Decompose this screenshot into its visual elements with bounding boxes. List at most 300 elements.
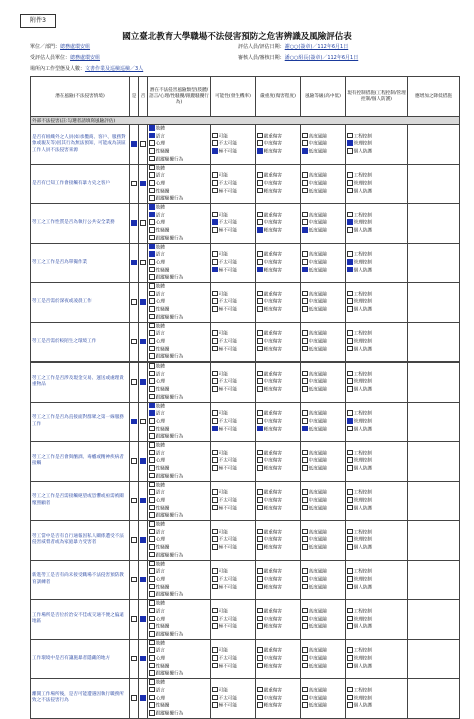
controls-checkbox[interactable] [347, 695, 353, 701]
risk-checkbox[interactable] [302, 529, 308, 535]
controls-checkbox[interactable] [347, 306, 353, 312]
type-checkbox[interactable] [149, 172, 155, 178]
likelihood-checkbox[interactable] [212, 608, 218, 614]
controls-checkbox[interactable] [347, 497, 353, 503]
type-checkbox[interactable] [149, 616, 155, 622]
no-checkbox[interactable] [140, 458, 146, 464]
severity-checkbox[interactable] [257, 172, 263, 178]
type-checkbox[interactable] [149, 457, 155, 463]
no-checkbox[interactable] [140, 339, 146, 345]
risk-checkbox[interactable] [302, 227, 308, 233]
risk-checkbox[interactable] [302, 180, 308, 186]
type-checkbox[interactable] [149, 378, 155, 384]
controls-checkbox[interactable] [347, 418, 353, 424]
type-checkbox[interactable] [149, 561, 155, 567]
type-checkbox[interactable] [149, 576, 155, 582]
yes-checkbox[interactable] [131, 537, 137, 543]
followup-cell[interactable] [408, 442, 460, 482]
type-checkbox[interactable] [149, 473, 155, 479]
controls-checkbox[interactable] [347, 180, 353, 186]
yes-checkbox[interactable] [131, 141, 137, 147]
type-checkbox[interactable] [149, 679, 155, 685]
severity-checkbox[interactable] [257, 497, 263, 503]
controls-checkbox[interactable] [347, 608, 353, 614]
severity-checkbox[interactable] [257, 576, 263, 582]
severity-checkbox[interactable] [257, 568, 263, 574]
controls-checkbox[interactable] [347, 647, 353, 653]
type-checkbox[interactable] [149, 235, 155, 241]
severity-checkbox[interactable] [257, 623, 263, 629]
followup-cell[interactable] [408, 283, 460, 323]
risk-checkbox[interactable] [302, 584, 308, 590]
controls-checkbox[interactable] [347, 267, 353, 273]
type-checkbox[interactable] [149, 219, 155, 225]
risk-checkbox[interactable] [302, 608, 308, 614]
controls-checkbox[interactable] [347, 702, 353, 708]
type-checkbox[interactable] [149, 338, 155, 344]
yes-checkbox[interactable] [131, 616, 137, 622]
risk-checkbox[interactable] [302, 330, 308, 336]
severity-checkbox[interactable] [257, 647, 263, 653]
severity-checkbox[interactable] [257, 529, 263, 535]
severity-checkbox[interactable] [257, 371, 263, 377]
risk-checkbox[interactable] [302, 133, 308, 139]
risk-checkbox[interactable] [302, 267, 308, 273]
severity-checkbox[interactable] [257, 584, 263, 590]
type-checkbox[interactable] [149, 418, 155, 424]
followup-cell[interactable] [408, 204, 460, 244]
severity-checkbox[interactable] [257, 251, 263, 257]
followup-cell[interactable] [408, 402, 460, 442]
severity-checkbox[interactable] [257, 655, 263, 661]
likelihood-checkbox[interactable] [212, 687, 218, 693]
type-checkbox[interactable] [149, 274, 155, 280]
risk-checkbox[interactable] [302, 378, 308, 384]
type-checkbox[interactable] [149, 227, 155, 233]
type-checkbox[interactable] [149, 156, 155, 162]
severity-checkbox[interactable] [257, 608, 263, 614]
likelihood-checkbox[interactable] [212, 330, 218, 336]
likelihood-checkbox[interactable] [212, 410, 218, 416]
likelihood-checkbox[interactable] [212, 259, 218, 265]
severity-checkbox[interactable] [257, 338, 263, 344]
type-checkbox[interactable] [149, 346, 155, 352]
type-checkbox[interactable] [149, 267, 155, 273]
no-checkbox[interactable] [140, 656, 146, 662]
yes-checkbox[interactable] [131, 181, 137, 187]
type-checkbox[interactable] [149, 371, 155, 377]
controls-checkbox[interactable] [347, 172, 353, 178]
risk-checkbox[interactable] [302, 140, 308, 146]
severity-checkbox[interactable] [257, 259, 263, 265]
severity-checkbox[interactable] [257, 410, 263, 416]
likelihood-checkbox[interactable] [212, 140, 218, 146]
type-checkbox[interactable] [149, 584, 155, 590]
likelihood-checkbox[interactable] [212, 623, 218, 629]
controls-checkbox[interactable] [347, 140, 353, 146]
no-checkbox[interactable] [140, 260, 146, 266]
type-checkbox[interactable] [149, 291, 155, 297]
likelihood-checkbox[interactable] [212, 306, 218, 312]
type-checkbox[interactable] [149, 403, 155, 409]
likelihood-checkbox[interactable] [212, 180, 218, 186]
type-checkbox[interactable] [149, 544, 155, 550]
type-checkbox[interactable] [149, 306, 155, 312]
type-checkbox[interactable] [149, 702, 155, 708]
controls-checkbox[interactable] [347, 465, 353, 471]
yes-checkbox[interactable] [131, 656, 137, 662]
type-checkbox[interactable] [149, 125, 155, 131]
likelihood-checkbox[interactable] [212, 426, 218, 432]
yes-checkbox[interactable] [131, 260, 137, 266]
controls-checkbox[interactable] [347, 457, 353, 463]
type-checkbox[interactable] [149, 244, 155, 250]
severity-checkbox[interactable] [257, 133, 263, 139]
likelihood-checkbox[interactable] [212, 418, 218, 424]
severity-checkbox[interactable] [257, 695, 263, 701]
type-checkbox[interactable] [149, 188, 155, 194]
likelihood-checkbox[interactable] [212, 465, 218, 471]
risk-checkbox[interactable] [302, 338, 308, 344]
type-checkbox[interactable] [149, 710, 155, 716]
followup-cell[interactable] [408, 679, 460, 719]
type-checkbox[interactable] [149, 433, 155, 439]
risk-checkbox[interactable] [302, 371, 308, 377]
severity-checkbox[interactable] [257, 291, 263, 297]
likelihood-checkbox[interactable] [212, 544, 218, 550]
likelihood-checkbox[interactable] [212, 505, 218, 511]
risk-checkbox[interactable] [302, 576, 308, 582]
likelihood-checkbox[interactable] [212, 291, 218, 297]
severity-checkbox[interactable] [257, 330, 263, 336]
likelihood-checkbox[interactable] [212, 338, 218, 344]
controls-checkbox[interactable] [347, 655, 353, 661]
likelihood-checkbox[interactable] [212, 576, 218, 582]
type-checkbox[interactable] [149, 450, 155, 456]
likelihood-checkbox[interactable] [212, 584, 218, 590]
no-checkbox[interactable] [140, 695, 146, 701]
risk-checkbox[interactable] [302, 497, 308, 503]
severity-checkbox[interactable] [257, 450, 263, 456]
type-checkbox[interactable] [149, 314, 155, 320]
type-option-label: 心理 [155, 656, 165, 662]
followup-cell[interactable] [408, 600, 460, 640]
likelihood-checkbox[interactable] [212, 695, 218, 701]
type-checkbox[interactable] [149, 410, 155, 416]
risk-checkbox[interactable] [302, 702, 308, 708]
severity-checkbox[interactable] [257, 505, 263, 511]
type-checkbox[interactable] [149, 482, 155, 488]
risk-checkbox[interactable] [302, 386, 308, 392]
risk-checkbox[interactable] [302, 259, 308, 265]
type-checkbox[interactable] [149, 212, 155, 218]
controls-checkbox[interactable] [347, 410, 353, 416]
risk-checkbox[interactable] [302, 306, 308, 312]
type-checkbox[interactable] [149, 529, 155, 535]
controls-checkbox[interactable] [347, 505, 353, 511]
severity-checkbox[interactable] [257, 616, 263, 622]
severity-checkbox[interactable] [257, 212, 263, 218]
severity-checkbox[interactable] [257, 140, 263, 146]
likelihood-checkbox[interactable] [212, 568, 218, 574]
controls-checkbox[interactable] [347, 371, 353, 377]
risk-checkbox[interactable] [302, 568, 308, 574]
no-checkbox[interactable] [140, 577, 146, 583]
likelihood-checkbox[interactable] [212, 148, 218, 154]
severity-checkbox[interactable] [257, 306, 263, 312]
likelihood-checkbox[interactable] [212, 450, 218, 456]
severity-checkbox[interactable] [257, 267, 263, 273]
severity-checkbox[interactable] [257, 180, 263, 186]
type-checkbox[interactable] [149, 552, 155, 558]
risk-checkbox[interactable] [302, 616, 308, 622]
controls-checkbox[interactable] [347, 330, 353, 336]
type-checkbox[interactable] [149, 687, 155, 693]
no-checkbox[interactable] [140, 379, 146, 385]
type-checkbox[interactable] [149, 695, 155, 701]
risk-checkbox[interactable] [302, 148, 308, 154]
likelihood-checkbox[interactable] [212, 489, 218, 495]
followup-cell[interactable] [408, 164, 460, 204]
likelihood-checkbox[interactable] [212, 647, 218, 653]
likelihood-checkbox[interactable] [212, 536, 218, 542]
no-checkbox[interactable] [140, 419, 146, 425]
severity-checkbox[interactable] [257, 489, 263, 495]
controls-checkbox[interactable] [347, 219, 353, 225]
likelihood-checkbox[interactable] [212, 267, 218, 273]
type-checkbox[interactable] [149, 148, 155, 154]
severity-checkbox[interactable] [257, 536, 263, 542]
risk-checkbox[interactable] [302, 489, 308, 495]
type-checkbox[interactable] [149, 640, 155, 646]
risk-checkbox[interactable] [302, 450, 308, 456]
likelihood-checkbox[interactable] [212, 212, 218, 218]
risk-checkbox[interactable] [302, 188, 308, 194]
risk-checkbox[interactable] [302, 251, 308, 257]
controls-checkbox[interactable] [347, 623, 353, 629]
type-checkbox[interactable] [149, 505, 155, 511]
followup-cell[interactable] [408, 639, 460, 679]
type-checkbox[interactable] [149, 283, 155, 289]
risk-checkbox[interactable] [302, 212, 308, 218]
likelihood-checkbox[interactable] [212, 378, 218, 384]
yes-checkbox[interactable] [131, 220, 137, 226]
type-checkbox[interactable] [149, 600, 155, 606]
controls-checkbox[interactable] [347, 346, 353, 352]
risk-checkbox[interactable] [302, 298, 308, 304]
yes-checkbox[interactable] [131, 419, 137, 425]
likelihood-checkbox[interactable] [212, 371, 218, 377]
no-checkbox[interactable] [140, 299, 146, 305]
risk-checkbox[interactable] [302, 623, 308, 629]
followup-cell[interactable] [408, 322, 460, 362]
controls-checkbox[interactable] [347, 133, 353, 139]
type-checkbox[interactable] [149, 298, 155, 304]
followup-cell[interactable] [408, 481, 460, 521]
controls-checkbox[interactable] [347, 298, 353, 304]
severity-checkbox[interactable] [257, 346, 263, 352]
severity-checkbox[interactable] [257, 687, 263, 693]
severity-checkbox[interactable] [257, 227, 263, 233]
type-checkbox[interactable] [149, 386, 155, 392]
type-checkbox[interactable] [149, 251, 155, 257]
risk-checkbox[interactable] [302, 346, 308, 352]
risk-checkbox[interactable] [302, 695, 308, 701]
type-checkbox[interactable] [149, 323, 155, 329]
controls-checkbox[interactable] [347, 386, 353, 392]
risk-checkbox[interactable] [302, 172, 308, 178]
likelihood-checkbox[interactable] [212, 386, 218, 392]
type-checkbox[interactable] [149, 353, 155, 359]
followup-cell[interactable] [408, 560, 460, 600]
controls-checkbox[interactable] [347, 212, 353, 218]
type-checkbox[interactable] [149, 140, 155, 146]
type-checkbox[interactable] [149, 363, 155, 369]
followup-cell[interactable] [408, 243, 460, 283]
followup-cell[interactable] [408, 521, 460, 561]
risk-checkbox[interactable] [302, 687, 308, 693]
type-checkbox[interactable] [149, 165, 155, 171]
type-checkbox[interactable] [149, 259, 155, 265]
type-checkbox[interactable] [149, 394, 155, 400]
likelihood-checkbox[interactable] [212, 346, 218, 352]
type-checkbox[interactable] [149, 180, 155, 186]
severity-checkbox[interactable] [257, 148, 263, 154]
yes-checkbox[interactable] [131, 577, 137, 583]
controls-checkbox[interactable] [347, 544, 353, 550]
likelihood-checkbox[interactable] [212, 172, 218, 178]
controls-checkbox[interactable] [347, 251, 353, 257]
controls-checkbox[interactable] [347, 291, 353, 297]
risk-checkbox[interactable] [302, 536, 308, 542]
risk-checkbox[interactable] [302, 544, 308, 550]
no-checkbox[interactable] [140, 220, 146, 226]
likelihood-checkbox[interactable] [212, 497, 218, 503]
followup-cell[interactable] [408, 125, 460, 165]
yes-checkbox[interactable] [131, 498, 137, 504]
risk-checkbox[interactable] [302, 663, 308, 669]
no-checkbox[interactable] [140, 181, 146, 187]
yes-checkbox[interactable] [131, 379, 137, 385]
type-checkbox[interactable] [149, 655, 155, 661]
type-checkbox[interactable] [149, 497, 155, 503]
followup-cell[interactable] [408, 363, 460, 403]
yes-checkbox[interactable] [131, 695, 137, 701]
type-checkbox[interactable] [149, 465, 155, 471]
severity-checkbox[interactable] [257, 457, 263, 463]
type-checkbox[interactable] [149, 568, 155, 574]
likelihood-checkbox[interactable] [212, 133, 218, 139]
no-checkbox[interactable] [140, 498, 146, 504]
severity-checkbox[interactable] [257, 298, 263, 304]
likelihood-checkbox[interactable] [212, 655, 218, 661]
type-checkbox[interactable] [149, 133, 155, 139]
controls-checkbox[interactable] [347, 536, 353, 542]
yes-checkbox[interactable] [131, 458, 137, 464]
controls-checkbox[interactable] [347, 529, 353, 535]
likelihood-checkbox[interactable] [212, 529, 218, 535]
type-checkbox[interactable] [149, 623, 155, 629]
risk-checkbox[interactable] [302, 647, 308, 653]
severity-checkbox[interactable] [257, 378, 263, 384]
controls-checkbox[interactable] [347, 584, 353, 590]
severity-checkbox[interactable] [257, 219, 263, 225]
no-checkbox[interactable] [140, 141, 146, 147]
severity-checkbox[interactable] [257, 386, 263, 392]
risk-checkbox[interactable] [302, 465, 308, 471]
risk-checkbox[interactable] [302, 457, 308, 463]
no-checkbox[interactable] [140, 537, 146, 543]
controls-checkbox[interactable] [347, 450, 353, 456]
controls-checkbox[interactable] [347, 687, 353, 693]
type-checkbox[interactable] [149, 608, 155, 614]
controls-checkbox[interactable] [347, 188, 353, 194]
controls-checkbox[interactable] [347, 148, 353, 154]
controls-checkbox[interactable] [347, 259, 353, 265]
type-checkbox[interactable] [149, 489, 155, 495]
controls-checkbox[interactable] [347, 426, 353, 432]
likelihood-checkbox[interactable] [212, 702, 218, 708]
likelihood-checkbox[interactable] [212, 616, 218, 622]
likelihood-checkbox[interactable] [212, 227, 218, 233]
type-checkbox[interactable] [149, 512, 155, 518]
type-checkbox[interactable] [149, 591, 155, 597]
controls-checkbox[interactable] [347, 338, 353, 344]
severity-checkbox[interactable] [257, 426, 263, 432]
severity-checkbox[interactable] [257, 418, 263, 424]
controls-checkbox[interactable] [347, 663, 353, 669]
controls-checkbox[interactable] [347, 568, 353, 574]
severity-checkbox[interactable] [257, 663, 263, 669]
type-checkbox[interactable] [149, 195, 155, 201]
likelihood-checkbox[interactable] [212, 457, 218, 463]
controls-checkbox[interactable] [347, 576, 353, 582]
likelihood-checkbox[interactable] [212, 663, 218, 669]
type-checkbox[interactable] [149, 426, 155, 432]
controls-checkbox[interactable] [347, 378, 353, 384]
controls-checkbox[interactable] [347, 616, 353, 622]
likelihood-checkbox[interactable] [212, 251, 218, 257]
risk-checkbox[interactable] [302, 219, 308, 225]
likelihood-checkbox[interactable] [212, 188, 218, 194]
type-checkbox[interactable] [149, 647, 155, 653]
severity-checkbox[interactable] [257, 544, 263, 550]
risk-checkbox[interactable] [302, 410, 308, 416]
likelihood-checkbox[interactable] [212, 298, 218, 304]
severity-checkbox[interactable] [257, 465, 263, 471]
risk-checkbox[interactable] [302, 505, 308, 511]
type-checkbox[interactable] [149, 521, 155, 527]
type-checkbox[interactable] [149, 670, 155, 676]
controls-checkbox[interactable] [347, 227, 353, 233]
yes-checkbox[interactable] [131, 299, 137, 305]
type-checkbox[interactable] [149, 204, 155, 210]
type-checkbox[interactable] [149, 330, 155, 336]
no-checkbox[interactable] [140, 616, 146, 622]
risk-checkbox[interactable] [302, 426, 308, 432]
severity-checkbox[interactable] [257, 702, 263, 708]
yes-checkbox[interactable] [131, 339, 137, 345]
risk-checkbox[interactable] [302, 655, 308, 661]
type-checkbox[interactable] [149, 663, 155, 669]
likelihood-checkbox[interactable] [212, 219, 218, 225]
risk-checkbox[interactable] [302, 418, 308, 424]
risk-checkbox[interactable] [302, 291, 308, 297]
type-checkbox[interactable] [149, 536, 155, 542]
controls-checkbox[interactable] [347, 489, 353, 495]
severity-checkbox[interactable] [257, 188, 263, 194]
type-checkbox[interactable] [149, 442, 155, 448]
